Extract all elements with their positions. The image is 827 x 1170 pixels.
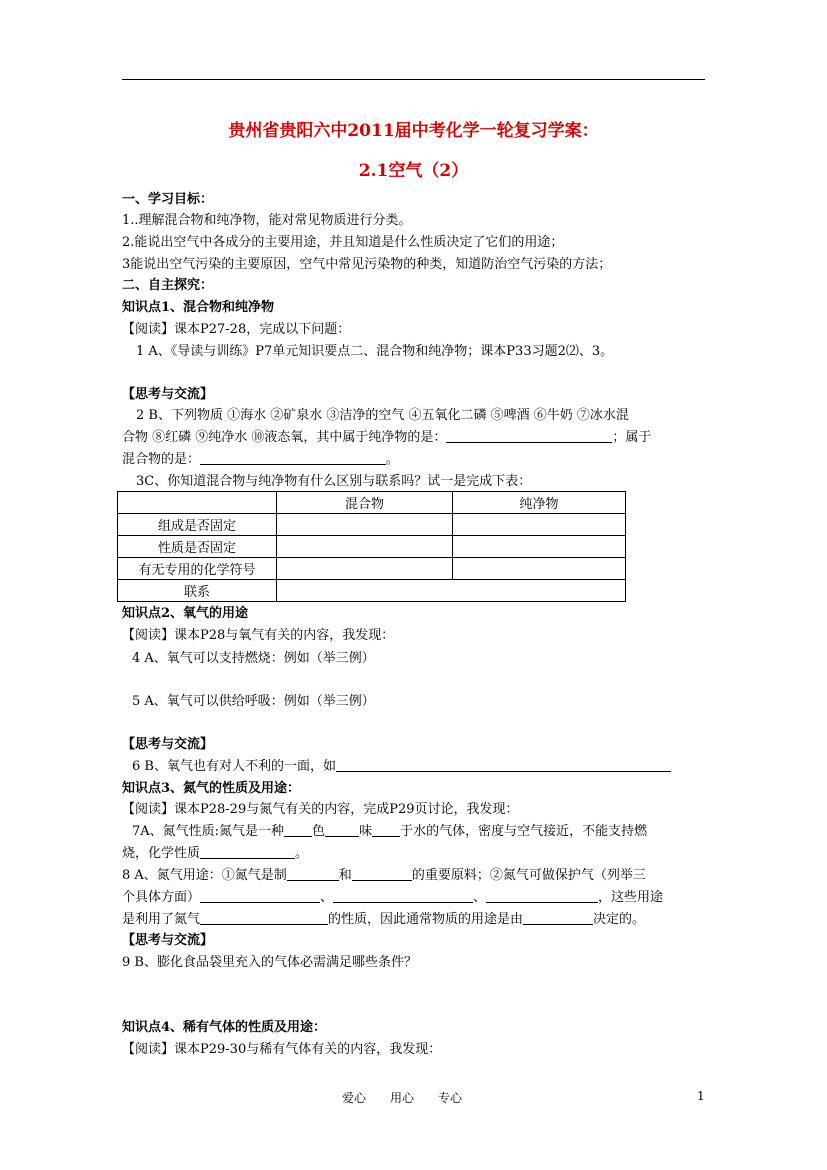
row-label: 有无专用的化学符号 xyxy=(118,558,277,580)
think-exchange-3: 【思考与交流】 xyxy=(122,933,214,948)
answer-cell[interactable] xyxy=(277,558,453,580)
mixture-blank[interactable] xyxy=(200,450,386,465)
page-subtitle: 2.1空气（2） xyxy=(358,161,469,181)
page-title: 贵州省贵阳六中2011届中考化学一轮复习学案： xyxy=(228,121,599,141)
goal-3: 3能说出空气污染的主要原因，空气中常见污染物的种类，知道防治空气污染的方法； xyxy=(122,257,612,272)
question-8-line-3: 是利用了氮气 的性质，因此通常物质的用途是由 决定的。 xyxy=(122,912,646,927)
pure-substance-blank[interactable] xyxy=(446,428,612,443)
knowledge-point-4: 知识点4、稀有气体的性质及用途： xyxy=(122,1020,327,1035)
question-2-line-3: 混合物的是： 。 xyxy=(122,452,400,467)
answer-cell[interactable] xyxy=(277,514,453,536)
nitrogen-property-blank[interactable] xyxy=(200,910,328,925)
reading-1: 【阅读】课本P27-28，完成以下问题： xyxy=(122,322,351,337)
header-rule xyxy=(122,79,705,80)
reading-3: 【阅读】课本P28-29与氮气有关的内容，完成P29页讨论，我发现： xyxy=(122,802,519,817)
question-6: 6 B、氧气也有对人不利的一面，如 xyxy=(132,757,722,777)
row-label: 联系 xyxy=(118,580,277,602)
question-5: 5 A、氧气可以供给呼吸：例如（举三例） xyxy=(132,694,375,709)
table-row xyxy=(118,580,626,602)
question-4: 4 A、氧气可以支持燃烧：例如（举三例） xyxy=(132,651,375,666)
section-self-exploration: 二、自主探究： xyxy=(122,278,214,293)
question-8-line-2: 个具体方面） 、 、 ，这些用途 xyxy=(122,890,664,905)
question-1: 1 A、《导读与训练》P7单元知识要点二、混合物和纯净物；课本P33习题2⑵、3。 xyxy=(136,344,614,359)
harm-blank[interactable] xyxy=(336,757,671,772)
question-7-line-2: 烧，化学性质 。 xyxy=(122,846,309,861)
goal-1: 1..理解混合物和纯净物，能对常见物质进行分类。 xyxy=(122,213,412,228)
protective-use-blank-2[interactable] xyxy=(333,888,473,903)
raw-material-blank-2[interactable] xyxy=(352,866,412,881)
goal-2: 2.能说出空气中各成分的主要用途，并且知道是什么性质决定了它们的用途； xyxy=(122,235,564,250)
page-number: 1 xyxy=(697,1089,705,1103)
table-row xyxy=(118,536,626,558)
question-3: 3C、你知道混合物与纯净物有什么区别与联系吗？试一是完成下表： xyxy=(136,474,532,489)
think-exchange-2: 【思考与交流】 xyxy=(122,737,214,752)
solubility-blank[interactable] xyxy=(372,822,400,837)
answer-cell[interactable] xyxy=(277,580,626,602)
row-label: 组成是否固定 xyxy=(118,514,277,536)
table-header-cell: 纯净物 xyxy=(453,492,626,514)
footer-motto: 爱心 用心 专心 xyxy=(342,1091,463,1105)
knowledge-point-3: 知识点3、氮气的性质及用途： xyxy=(122,781,301,796)
reading-4: 【阅读】课本P29-30与稀有气体有关的内容，我发现： xyxy=(122,1042,442,1057)
smell-blank[interactable] xyxy=(325,822,359,837)
answer-cell[interactable] xyxy=(453,536,626,558)
protective-use-blank-3[interactable] xyxy=(486,888,598,903)
answer-cell[interactable] xyxy=(453,558,626,580)
determined-by-blank[interactable] xyxy=(523,910,593,925)
question-2-line-1: 2 B、下列物质 ①海水 ②矿泉水 ③洁净的空气 ④五氧化二磷 ⑤啤酒 ⑥牛奶 ⑦冰水混 xyxy=(136,408,629,423)
table-header-cell xyxy=(118,492,277,514)
question-8-line-1: 8 A、氮气用途：①氮气是制 和 的重要原料；②氮气可做保护气（列举三 xyxy=(122,868,646,883)
question-2-line-2: 合物 ⑧红磷 ⑨纯净水 ⑩液态氧，其中属于纯净物的是： ；属于 xyxy=(122,430,652,445)
question-7-line-1: 7A、氮气性质:氮气是一种 色 味 于水的气体，密度与空气接近，不能支持燃 xyxy=(132,824,648,839)
protective-use-blank-1[interactable] xyxy=(200,888,320,903)
answer-cell[interactable] xyxy=(453,514,626,536)
knowledge-point-2: 知识点2、氧气的用途 xyxy=(122,606,249,621)
knowledge-point-1: 知识点1、混合物和纯净物 xyxy=(122,300,275,315)
answer-cell[interactable] xyxy=(277,536,453,558)
table-header-row xyxy=(118,492,626,514)
row-label: 性质是否固定 xyxy=(118,536,277,558)
color-blank[interactable] xyxy=(284,822,312,837)
table-row xyxy=(118,558,626,580)
chemical-property-blank[interactable] xyxy=(200,844,295,859)
table-row xyxy=(118,514,626,536)
question-9: 9 B、膨化食品袋里充入的气体必需满足哪些条件？ xyxy=(122,955,417,970)
raw-material-blank-1[interactable] xyxy=(287,866,339,881)
section-learning-goals: 一、学习目标： xyxy=(122,192,214,207)
think-exchange-1: 【思考与交流】 xyxy=(122,387,214,402)
reading-2: 【阅读】课本P28与氧气有关的内容，我发现： xyxy=(122,628,395,643)
table-header-cell: 混合物 xyxy=(277,492,453,514)
comparison-table xyxy=(117,491,626,602)
